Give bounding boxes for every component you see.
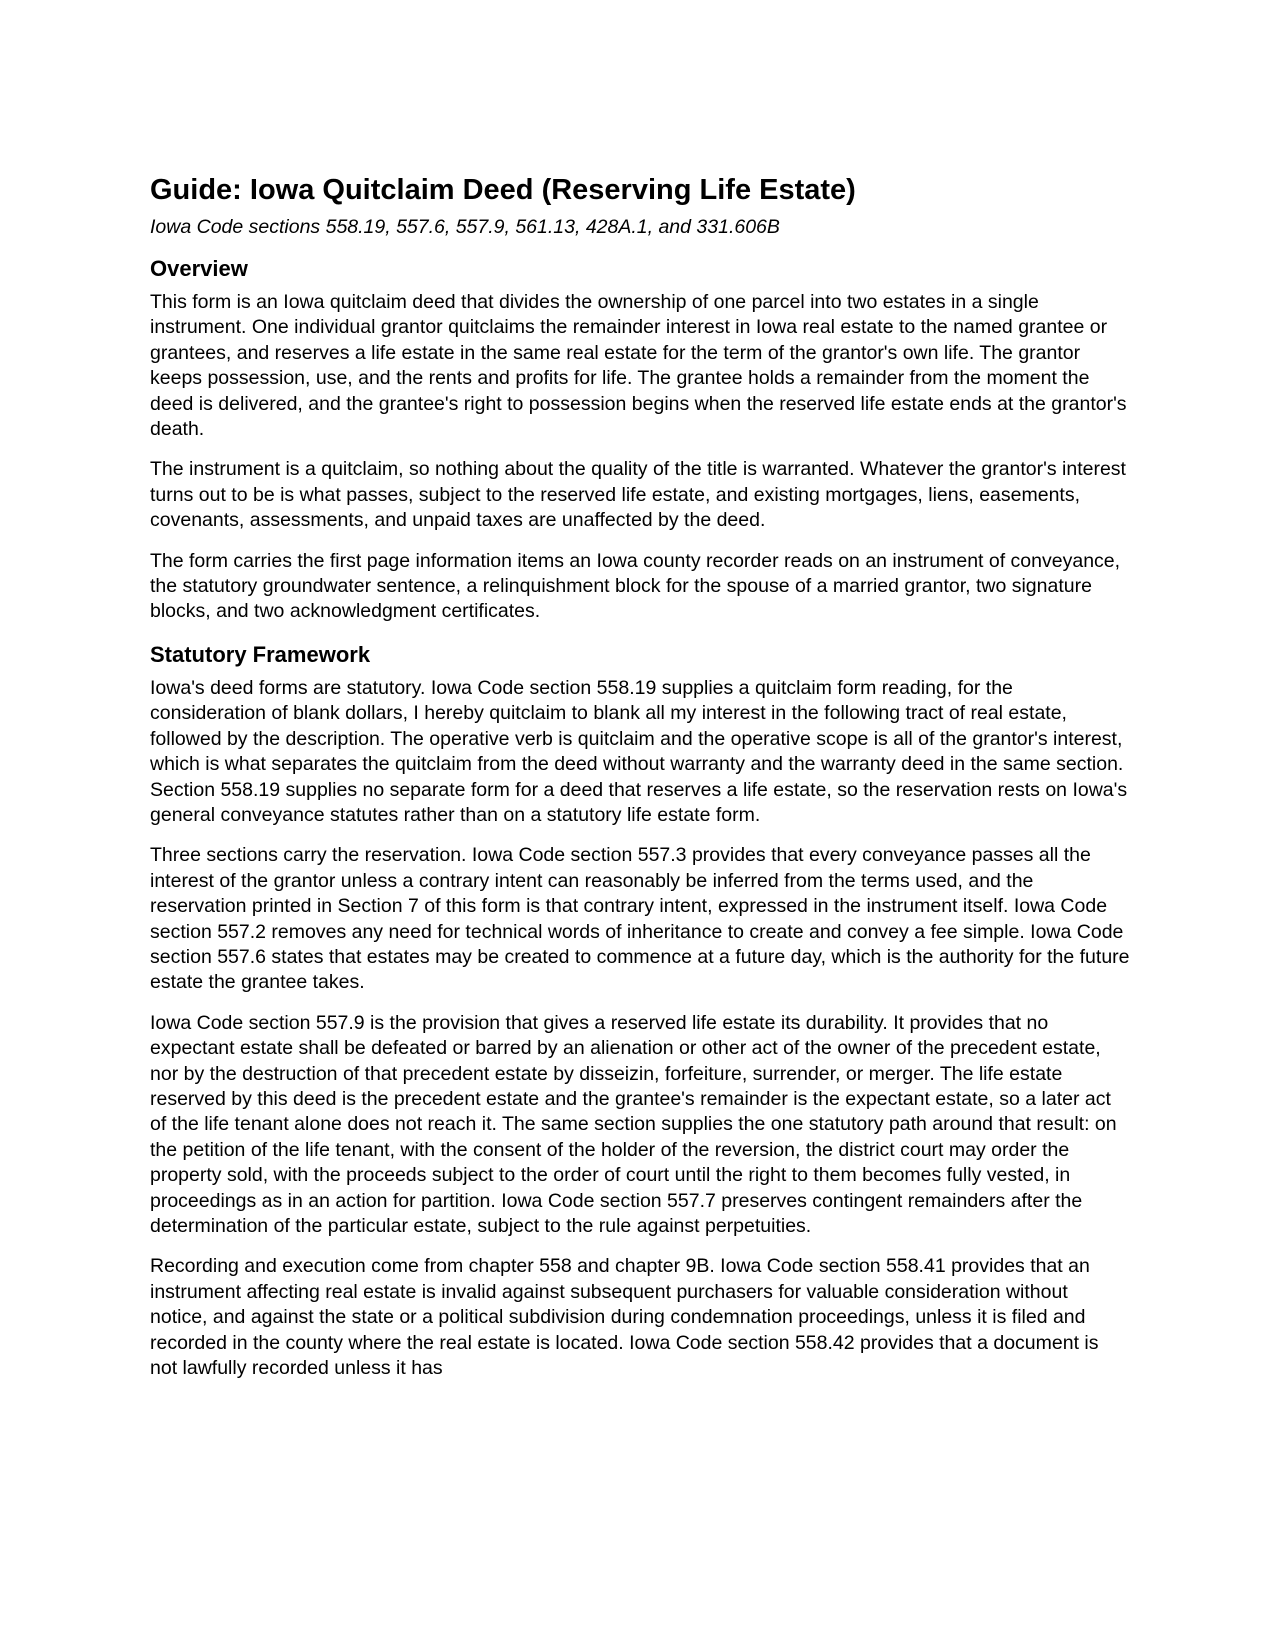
paragraph: Iowa's deed forms are statutory. Iowa Code section 558.19 supplies a quitclaim form reading, for the consideration of blank dollars, I hereby quitclaim to blank all my interest in the following tract of real estate, followed by the description. The operative verb is quitclaim and the operative scope is all of the grantor's interest, which is what separates the quitclaim from the deed without warranty and the warranty deed in the same section. Section 558.19 supplies no separate form for a deed that reserves a life estate, so the reservation rests on Iowa's general conveyance statutes rather than on a statutory life estate form.: [150, 676, 1128, 826]
document-subtitle: Iowa Code sections 558.19, 557.6, 557.9, 561.13, 428A.1, and 331.606B: [150, 216, 780, 238]
section-heading: Overview: [150, 256, 248, 281]
document-page: [150, 172, 1130, 1396]
document-title: Guide: Iowa Quitclaim Deed (Reserving Life Estate): [150, 174, 856, 206]
section-statutory-framework: [150, 640, 1130, 1382]
paragraph: The form carries the first page information items an Iowa county recorder reads on an instrument of conveyance, the statutory groundwater sentence, a relinquishment block for the spouse of a married grantor, two signature blocks, and two acknowledgment certificates.: [150, 549, 1121, 623]
paragraph: Three sections carry the reservation. Iowa Code section 557.3 provides that every conveyance passes all the interest of the grantor unless a contrary intent can reasonably be inferred from the terms used, and the reservation printed in Section 7 of this form is that contrary intent, expressed in the instrument itself. Iowa Code section 557.2 removes any need for technical words of inheritance to create and convey a fee simple. Iowa Code section 557.6 states that estates may be created to commence at a future day, which is the authority for the future estate the grantee takes.: [150, 844, 1130, 994]
paragraph: This form is an Iowa quitclaim deed that divides the ownership of one parcel into two estates in a single instrument. One individual grantor quitclaims the remainder interest in Iowa real estate to the named grantee or grantees, and reserves a life estate in the same real estate for the term of the grantor's own life. The grantor keeps possession, use, and the rents and profits for life. The grantee holds a remainder from the moment the deed is delivered, and the grantee's right to possession begins when the reserved life estate ends at the grantor's death.: [150, 291, 1127, 441]
paragraph: Recording and execution come from chapter 558 and chapter 9B. Iowa Code section 558.41 provides that an instrument affecting real estate is invalid against subsequent purchasers for valuable consideration without notice, and against the state or a political subdivision during condemnation proceedings, unless it is filed and recorded in the county where the real estate is located. Iowa Code section 558.42 provides that a document is not lawfully recorded unless it has: [150, 1255, 1099, 1380]
paragraph: Iowa Code section 557.9 is the provision that gives a reserved life estate its durability. It provides that no expectant estate shall be defeated or barred by an alienation or other act of the owner of the precedent estate, nor by the destruction of that precedent estate by disseizin, forfeiture, surrender, or merger. The life estate reserved by this deed is the precedent estate and the grantee's remainder is the expectant estate, so a later act of the life tenant alone does not reach it. The same section supplies the one statutory path around that result: on the petition of the life tenant, with the consent of the holder of the reversion, the district court may order the property sold, with the proceeds subject to the order of court until the right to them becomes fully vested, in proceedings as in an action for partition. Iowa Code section 557.7 preserves contingent remainders after the determination of the particular estate, subject to the rule against perpetuities.: [150, 1011, 1117, 1237]
section-heading: Statutory Framework: [150, 641, 371, 667]
section-overview: [150, 254, 1130, 625]
paragraph: The instrument is a quitclaim, so nothing about the quality of the title is warranted. Whatever the grantor's interest turns out to be is what passes, subject to the reserved life estate, and existing mortgages, liens, easements, covenants, assessments, and unpaid taxes are unaffected by the deed.: [150, 458, 1126, 532]
